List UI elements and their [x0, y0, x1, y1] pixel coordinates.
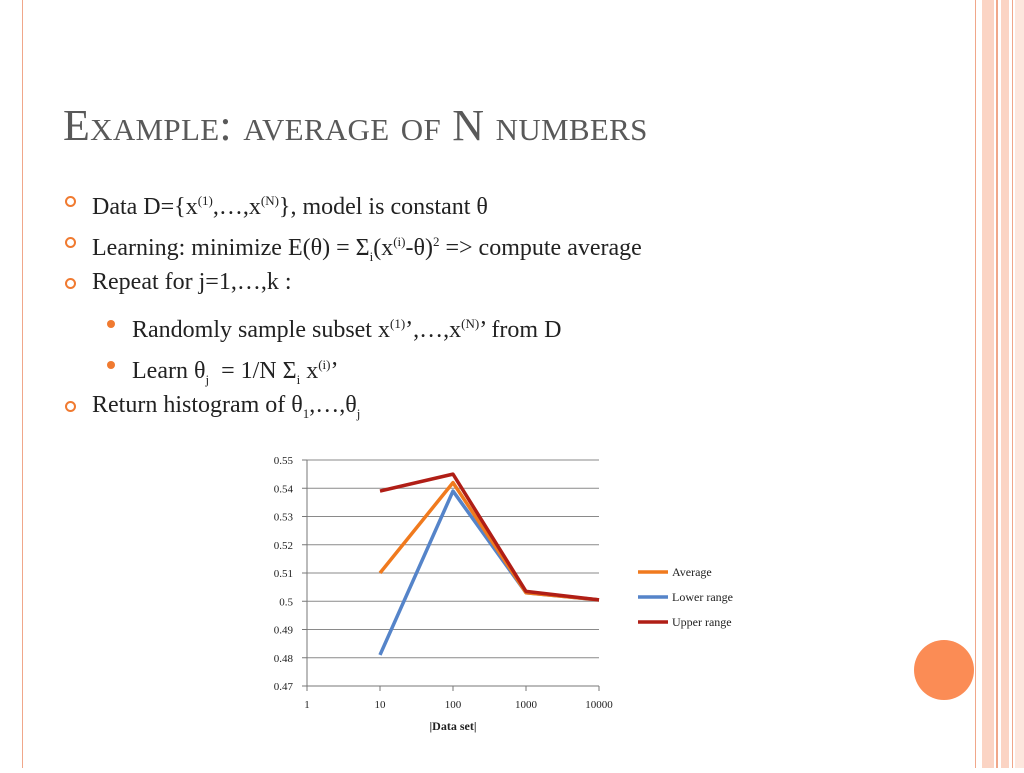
slide-title: Example: average of N numbers	[63, 101, 648, 150]
y-tick-label: 0.53	[273, 511, 293, 524]
bullet-repeat: Repeat for j=1,…,k :	[60, 262, 960, 303]
y-tick-label: 0.52	[273, 539, 293, 552]
bullet-data: Data $D=\{x^{(1)},\dots,x^{(N)}\}$, model is constant θ	[60, 180, 960, 221]
bullet-return: Return histogram of $\theta_1,\dots,\theta_j$	[60, 385, 960, 426]
y-tick-label: 0.49	[273, 624, 293, 637]
bullet-learning: Learning: minimize $E(\theta) = \Sigma_i(x^{(i)}-\theta)^2$ => compute average	[60, 221, 960, 262]
slide-frame-right-stripes	[975, 0, 1024, 768]
bullet-ring-icon	[65, 196, 76, 207]
y-tick-label: 0.55	[273, 455, 293, 467]
y-tick-label: 0.54	[273, 483, 293, 496]
x-tick-label: 10	[374, 699, 386, 711]
x-tick-label: 1000	[515, 699, 537, 711]
y-tick-label: 0.51	[273, 568, 293, 580]
sub-bullet-sample: Randomly sample subset $x^{(1)}’,\dots,x^{(N)}$’ from D	[60, 303, 960, 344]
y-tick-label: 0.48	[273, 652, 293, 665]
x-tick-label: 100	[444, 699, 462, 711]
legend-label: Upper range	[672, 615, 732, 629]
x-tick-label: 1	[304, 699, 310, 711]
x-tick-label: 10000	[585, 699, 613, 711]
bullet-dot-icon	[107, 320, 115, 328]
bullet-dot-icon	[107, 361, 115, 369]
sub-bullet-learn: Learn $\theta_j = 1/N$ $\Sigma_i$ $x^{(i)}$’	[60, 344, 960, 385]
x-axis-label: |Data set|	[429, 719, 477, 733]
bullet-ring-icon	[65, 237, 76, 248]
legend-label: Lower range	[672, 590, 733, 604]
decorative-orange-circle	[914, 640, 974, 700]
bullet-ring-icon	[65, 401, 76, 412]
bullet-list	[60, 180, 960, 426]
slide-frame-left-line	[22, 0, 23, 768]
frame-stripes	[975, 0, 1024, 768]
y-tick-label: 0.5	[279, 596, 293, 609]
bullet-ring-icon	[65, 278, 76, 289]
y-tick-label: 0.47	[273, 681, 293, 693]
legend-label: Average	[672, 565, 712, 579]
line-chart	[250, 445, 770, 745]
